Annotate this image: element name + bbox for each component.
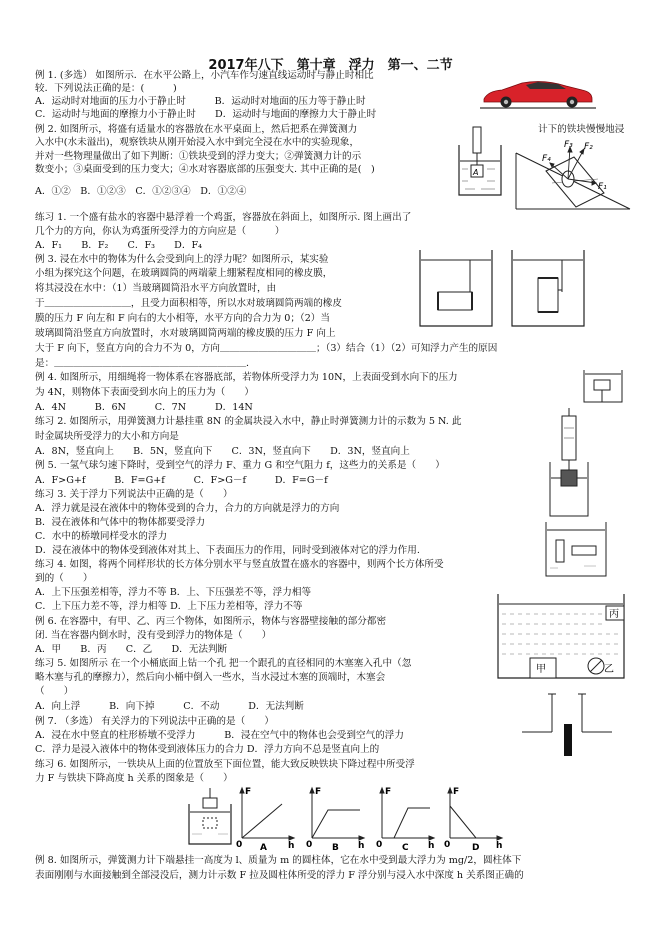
graph-b-origin: 0 (306, 840, 313, 850)
text-line: A．8N，竖直向上 B．5N，竖直向下 C．3N，竖直向下 D．3N，竖直向上 (35, 446, 410, 457)
object-yi-label: 乙 (604, 664, 614, 675)
text-line: 练习 2. 如图所示，用弹簧测力计悬挂重 8N 的金属块浸入水中，静止时弹簧测力计的示数为 5 N. 此 (35, 416, 462, 427)
object-bing-label: 丙 (609, 609, 619, 620)
text-line: 练习 1. 一个盛有盐水的容器中悬浮着一个鸡蛋，容器放在斜面上，如图所示. 图上画出了 (35, 212, 412, 223)
text-line: 较．下列说法正确的是：( ) (35, 83, 177, 94)
incline-forces-figure (512, 135, 634, 215)
car-figure (478, 72, 598, 112)
graph-c-origin: 0 (376, 840, 383, 850)
text-line: 例 6. 在容器中，有甲、乙、丙三个物体，如图所示，物体与容器壁接触的部分都密 (35, 616, 387, 627)
text-line: 小组为探究这个问题，在玻璃圆筒的两端蒙上绷紧程度相同的橡皮膜， (35, 268, 333, 279)
text-line: 并对一些物理量做出了如下判断：①铁块受到的浮力变大；②弹簧测力计的示 (35, 151, 362, 162)
text-line: 闭. 当在容器内倒水时，没有受到浮力的物体是（ ） (35, 630, 272, 641)
text-line: 玻璃圆筒沿竖直方向放置时，水对玻璃圆筒两端的橡皮膜的压力 F 向上 (35, 328, 336, 339)
f-h-graphs-figure (236, 784, 506, 852)
text-line: C．上下压力差不等，浮力相等 D．上下压力差相等，浮力不等 (35, 601, 303, 612)
graph-d-origin: 0 (444, 840, 451, 850)
text-line: A．①② B．①②③ C．①②③④ D．①②④ (35, 186, 247, 197)
graph-d-option-label: D (472, 843, 480, 852)
page-title: 2017年八下 第十章 浮力 第一、二节 (208, 58, 453, 73)
two-blocks-figure (544, 520, 608, 578)
text-line: 入水中(水未溢出)，观察铁块从刚开始浸入水中到完全浸在水中的实验现象， (35, 137, 360, 148)
text-line: 例 8. 如图所示，弹簧测力计下端悬挂一高度为 l、质量为 m 的圆柱体，它在水中受到最大浮力为 mg/2，圆柱体下 (35, 855, 522, 866)
text-line: 于＿＿＿＿＿＿＿＿＿，且受力面积相等，所以水对玻璃圆筒两端的橡皮 (35, 298, 342, 309)
text-line: 例 1. (多选） 如图所示．在水平公路上，小汽车作匀速直线运动时与静止时相比 (35, 70, 374, 81)
text-line: 练习 3. 关于浮力下列说法中正确的是（ ） (35, 489, 233, 500)
graph-d-h-label: h (496, 841, 503, 851)
graph-b-h-label: h (358, 841, 365, 851)
text-line: A．甲 B．丙 C．乙 D．无法判断 (35, 644, 228, 655)
bucket-plug-figure (522, 690, 612, 758)
graph-a-h-label: h (288, 841, 295, 851)
text-line: 练习 5. 如图所示 在一个小桶底面上钻一个孔 把一个跟孔的直径相同的木塞塞入孔中（忽 (35, 658, 412, 669)
graph-c-option-label: C (402, 843, 409, 852)
force-f1-label: F₁ (598, 182, 607, 192)
object-jia-label: 甲 (536, 664, 546, 675)
force-f2-label: F₂ (584, 142, 593, 152)
spring-scale-beaker-figure (455, 125, 507, 200)
text-line: C．运动时与地面的摩擦力小于静止时 D．运动时与地面的摩擦力大于静止时 (35, 109, 377, 120)
text-line: 例 7. （多选） 有关浮力的下列说法中正确的是（ ） (35, 716, 274, 727)
text-line: 表面刚刚与水面接触到全部浸没后，测力计示数 F 拉及圆柱体所受的浮力 F 浮分别与浸入水中深度 h 关系图正确的 (35, 870, 524, 881)
graph-a-origin: 0 (236, 840, 243, 850)
text-line: A．上下压强差相等，浮力不等 B．上、下压强差不等，浮力相等 (35, 587, 312, 598)
text-line: A．浮力就是浸在液体中的物体受到的合力，合力的方向就是浮力的方向 (35, 503, 340, 514)
text-line: 练习 6. 如图所示，一铁块从上面的位置放至下面位置，能大致反映铁块下降过程中所受浮 (35, 759, 415, 770)
text-line: B．浸在液体和气体中的物体都要受浮力 (35, 517, 206, 528)
text-line: 将其浸没在水中：（1）当玻璃圆筒沿水平方向放置时，由 (35, 283, 277, 294)
text-line: 大于 F 向下，竖直方向的合力不为 0，方向＿＿＿＿＿＿＿＿＿＿；（3）结合（1）（2）可知浮力产生的原因 (35, 343, 498, 354)
text-line: C．浮力是浸入液体中的物体受到液体压力的合力 D．浮力方向不总是竖直向上的 (35, 744, 380, 755)
text-line: A．浸在水中竖直的柱形桥墩不受浮力 B．浸在空气中的物体也会受到空气的浮力 (35, 730, 404, 741)
text-line: 为 4N，则物体下表面受到水向上的压力为（ ） (35, 387, 255, 398)
text-line: A．运动时对地面的压力小于静止时 B．运动时对地面的压力等于静止时 (35, 96, 366, 107)
text-line: 计下的铁块慢慢地浸 (538, 124, 625, 135)
text-line: 到的（ ） (35, 573, 93, 584)
force-f4-label: F₄ (542, 154, 551, 164)
graph-c-h-label: h (428, 841, 435, 851)
text-line: 例 5. 一氢气球匀速下降时，受到空气的浮力 F、重力 G 和空气阻力 f，这些力的关系是（ ） (35, 460, 445, 471)
text-line: 例 2. 如图所示，将盛有适量水的容器放在水平桌面上，然后把系在弹簧测力 (35, 124, 358, 135)
text-line: A．F₁ B．F₂ C．F₃ D．F₄ (35, 240, 202, 251)
graph-b-f-label: F (315, 787, 322, 797)
text-line: A．向上浮 B．向下掉 C．不动 D．无法判断 (35, 701, 304, 712)
glass-cylinder-beakers-figure (412, 248, 592, 330)
text-line: A．4N B．6N C．7N D．14N (35, 402, 253, 413)
force-f3-label: F₃ (564, 140, 573, 150)
text-line: （ ） (35, 686, 74, 697)
graph-d-f-label: F (453, 787, 460, 797)
tied-object-figure (582, 368, 624, 404)
text-line: 几个力的方向，你认为鸡蛋所受浮力的方向应是（ ） (35, 226, 285, 237)
text-line: 是：＿＿＿＿＿＿＿＿＿＿＿＿＿＿＿＿＿＿＿＿． (35, 358, 256, 369)
iron-block-beaker-figure (186, 788, 234, 846)
text-line: 练习 4. 如图，将两个同样形状的长方体分别水平与竖直放置在盛水的容器中，则两个长方体所受 (35, 559, 444, 570)
spring-scale-block-figure (548, 408, 590, 518)
text-line: 膜的压力 F 向左和 F 向右的大小相等，水平方向的合力为 0；（2）当 (35, 313, 330, 324)
graph-c-f-label: F (385, 787, 392, 797)
text-line: 例 3. 浸在水中的物体为什么会受到向上的浮力呢？如图所示，某实验 (35, 254, 329, 265)
text-line: 力 F 与铁块下降高度 h 关系的图象是（ ） (35, 773, 233, 784)
text-line: A．F>G+f B．F=G+f C．F>G－f D．F=G－f (35, 475, 328, 486)
text-line: D．浸在液体中的物体受到液体对其上、下表面压力的作用，同时受到液体对它的浮力作用. (35, 545, 420, 556)
text-line: 例 4. 如图所示，用细绳将一物体系在容器底部，若物体所受浮力为 10N，上表面受到水向下的压力 (35, 372, 458, 383)
graph-b-option-label: B (332, 843, 339, 852)
graph-a-f-label: F (245, 787, 252, 797)
text-line: 数变小；③桌面受到的压力变大；④水对容器底部的压强变大. 其中正确的是( ) (35, 164, 375, 175)
block-label: A (473, 168, 479, 177)
graph-a-option-label: A (260, 843, 267, 852)
text-line: 时金属块所受浮力的大小和方向是 (35, 431, 179, 442)
text-line: 略木塞与孔的摩擦力），然后向小桶中倒入一些水，当水浸过木塞的顶端时，木塞会 (35, 672, 386, 683)
container-three-objects-figure (496, 592, 626, 682)
text-line: C．水中的桥墩同样受水的浮力 (35, 531, 168, 542)
